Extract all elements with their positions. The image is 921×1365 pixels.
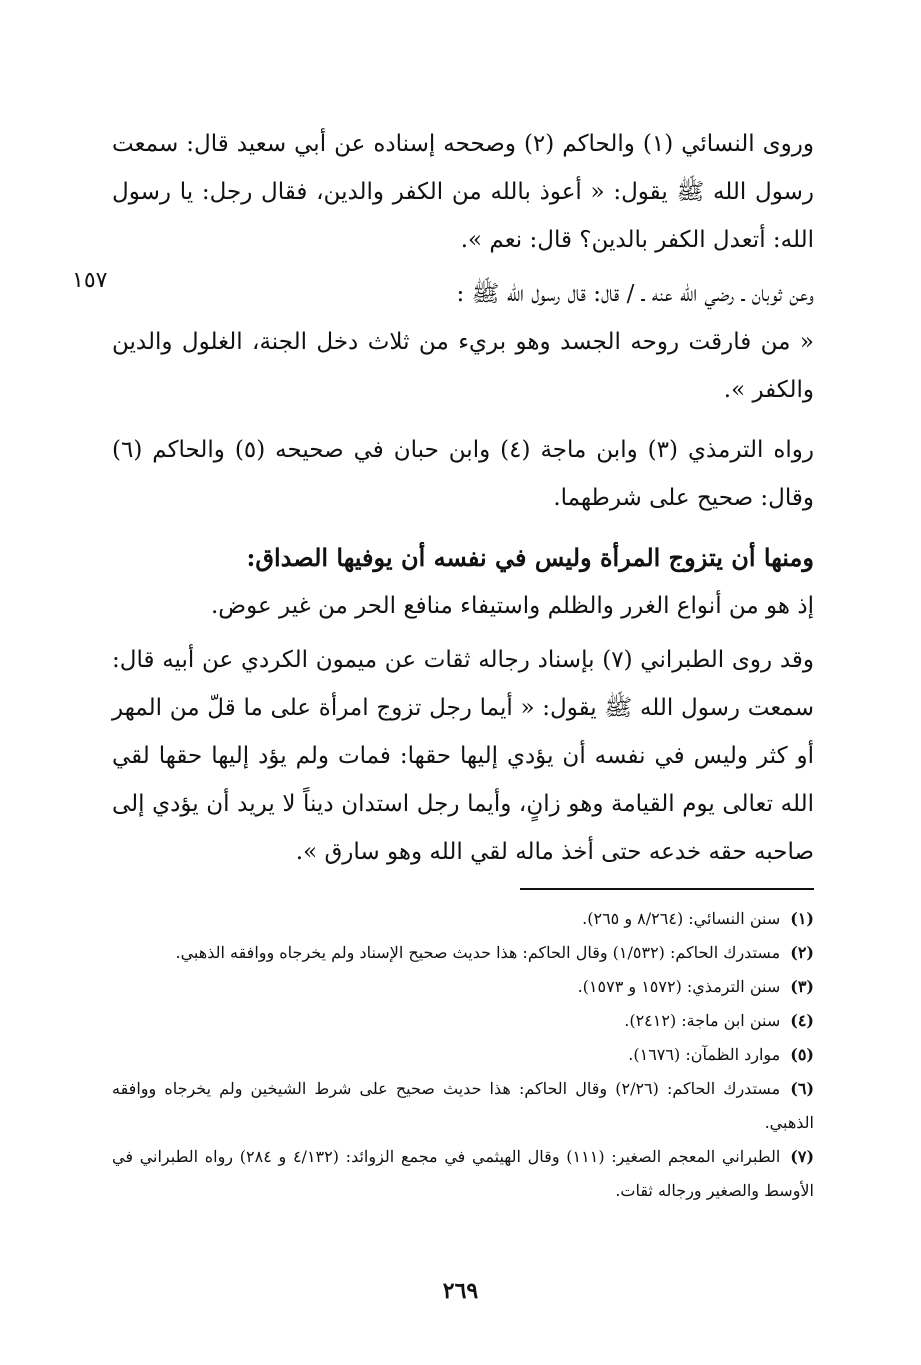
footnote-number: (٥) [790,1045,814,1064]
footnote-text: سنن ابن ماجة: (٢٤١٢). [624,1011,781,1030]
footnote-number: (٦) [790,1079,815,1098]
footnote-number: (٧) [790,1147,815,1166]
footnote-text: مستدرك الحاكم: (٢/٢٦) وقال الحاكم: هذا حديث صحيح على شرط الشيخين ولم يخرجاه ووافقه الذهبي. [112,1079,814,1132]
footnote-text: مستدرك الحاكم: (١/٥٣٢) وقال الحاكم: هذا حديث صحيح الإسناد ولم يخرجاه ووافقه الذهبي. [175,943,781,962]
paragraph-explanation: إذ هو من أنواع الغرر والظلم واستيفاء منافع الحر من غير عوض. [210,593,814,619]
margin-page-reference: ١٥٧ [72,268,108,293]
footnote-2 [112,936,814,970]
section-heading: ومنها أن يتزوج المرأة وليس في نفسه أن يوفيها الصداق: [246,543,814,572]
footnote-1 [112,902,814,936]
footnote-4 [112,1004,814,1038]
paragraph-thawban-hadith: « من فارقت روحه الجسد وهو بريء من ثلاث دخل الجنة، الغلول والدين والكفر ». [112,329,814,403]
footnotes [112,902,814,1208]
footnote-number: (١) [790,909,814,928]
main-text [112,120,814,876]
footnote-6 [112,1072,814,1140]
footnote-number: (٤) [790,1011,814,1030]
footnote-text: موارد الظمآن: (١٦٧٦). [628,1045,781,1064]
paragraph-thawban-intro: وعن ثوبان ـ رضي الله عنه ـ / قال: قال رسول الله ﷺ : [456,281,814,307]
footnote-number: (٢) [790,943,814,962]
paragraph-nasai-hadith: وروى النسائي (١) والحاكم (٢) وصححه إسناده عن أبي سعيد قال: سمعت رسول الله ﷺ يقول: « أعوذ بالله من الكفر والدين، فقال رجل: يا رسول الله: أتعدل الكفر بالدين؟ قال: نعم ». [112,131,814,253]
footnote-text: سنن الترمذي: (١٥٧٢ و ١٥٧٣). [577,977,781,996]
footnote-3 [112,970,814,1004]
page-number: ٢٦٩ [442,1278,479,1304]
footnote-divider [520,888,814,890]
paragraph-tirmidhi-reference: رواه الترمذي (٣) وابن ماجة (٤) وابن حبان في صحيحه (٥) والحاكم (٦) وقال: صحيح على شرطهما. [112,437,814,511]
footnote-7 [112,1140,814,1208]
paragraph-tabarani-hadith: وقد روى الطبراني (٧) بإسناد رجاله ثقات عن ميمون الكردي عن أبيه قال: سمعت رسول الله ﷺ يقول: « أيما رجل تزوج امرأة على ما قلّ من المهر أو كثر وليس في نفسه أن يؤدي إليها حقها: فمات ولم يؤد إليها حقها لقي الله تعالى يوم القيامة وهو زانٍ، وأيما رجل استدان ديناً لا يريد أن يؤدي إلى صاحبه حقه خدعه حتى أخذ ماله لقي الله وهو سارق ». [112,647,814,865]
footnote-text: الطبراني المعجم الصغير: (١١١) وقال الهيثمي في مجمع الزوائد: (٤/١٣٢ و ٢٨٤) رواه الطبراني في الأوسط والصغير ورجاله ثقات. [112,1147,814,1200]
footnote-5 [112,1038,814,1072]
footnote-text: سنن النسائي: (٨/٢٦٤ و ٢٦٥). [582,909,781,928]
footnote-number: (٣) [790,977,814,996]
